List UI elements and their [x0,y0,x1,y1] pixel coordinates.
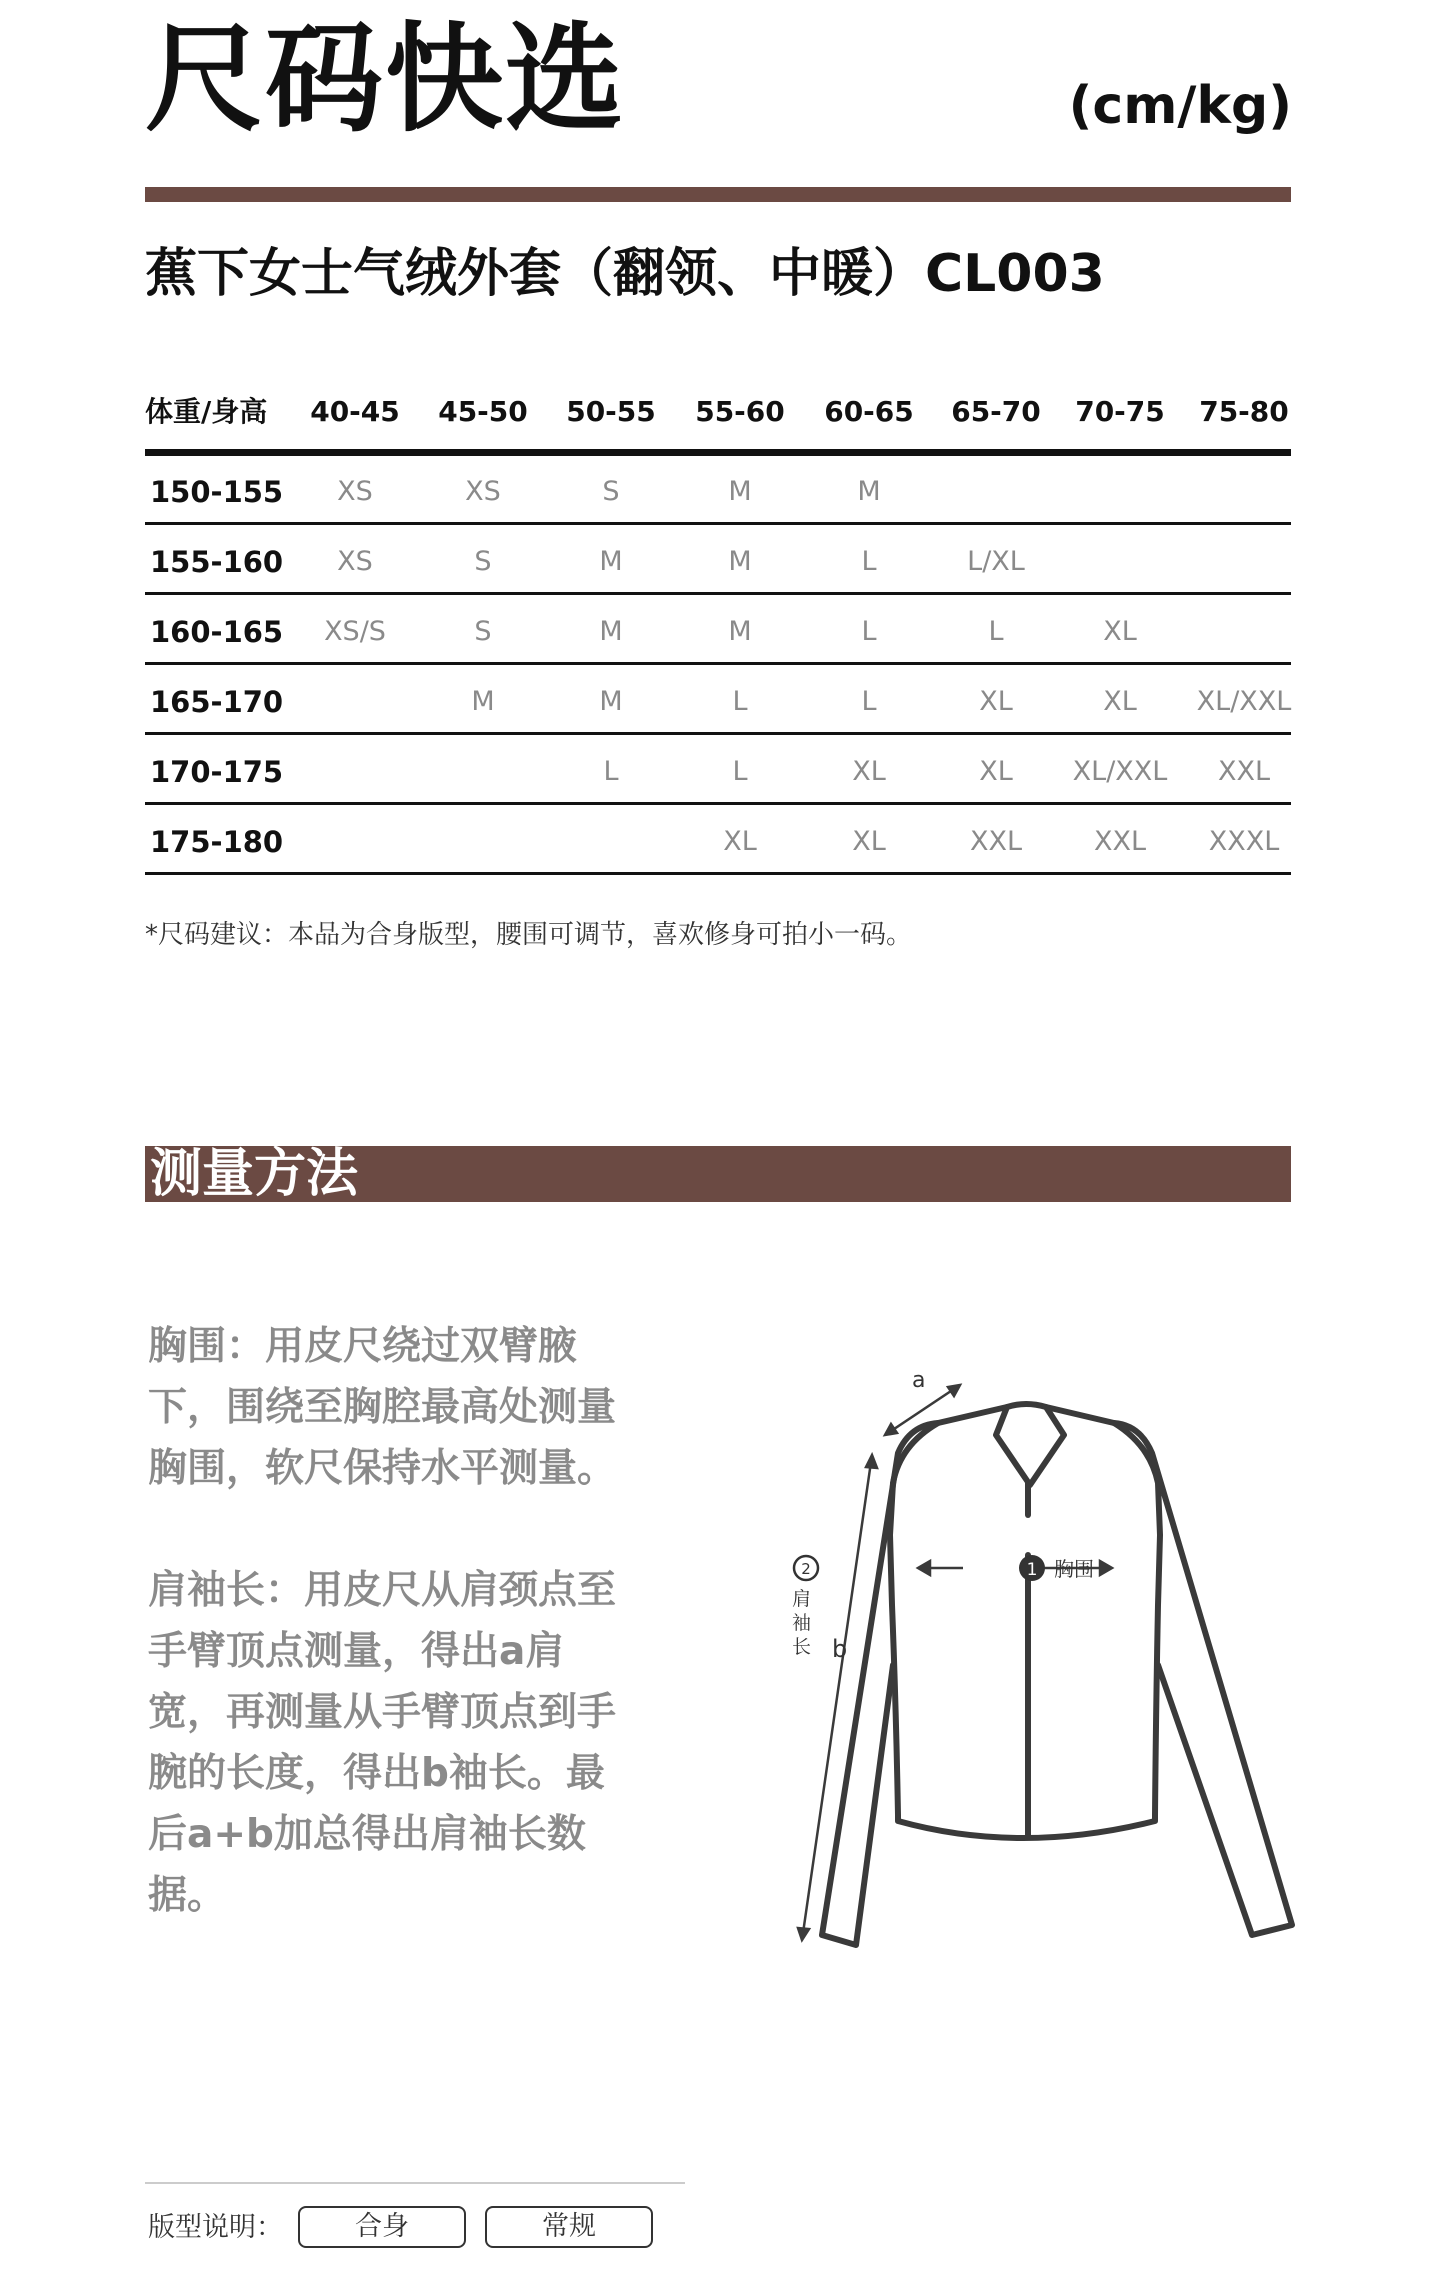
collar-outline [996,1404,1064,1485]
marker-2-number: 2 [801,1560,811,1578]
size-cell: XS [337,546,373,577]
sleeve-text: 肩袖长：用皮尺从肩颈点至手臂顶点测量，得出a肩宽，再测量从手臂顶点到手腕的长度，得出b袖长。最后a+b加总得出肩袖长数据。 [148,1568,617,1918]
size-cell: XL [979,686,1013,717]
size-cell: M [728,616,752,647]
row-label: 160-165 [150,615,284,649]
sleeve-diagram-label: 肩 [792,1588,812,1610]
size-cell: M [599,546,623,577]
column-header: 50-55 [566,395,656,428]
marker-1-number: 1 [1026,1560,1038,1580]
row-label: 150-155 [150,475,284,509]
size-cell: L [861,616,877,647]
size-cell: M [728,546,752,577]
row-label: 155-160 [150,545,284,579]
size-cell: XL [979,756,1013,787]
size-cell: XL [723,826,757,857]
row-divider [145,872,1291,875]
size-cell: XL/XXL [1072,756,1168,787]
column-header: 40-45 [310,395,400,428]
size-cell: XXXL [1208,826,1280,857]
size-cell: S [474,616,492,647]
size-cell: XL/XXL [1196,686,1292,717]
column-header: 70-75 [1075,395,1165,428]
row-label: 170-175 [150,755,284,789]
section-title: 测量方法 [150,1144,359,1204]
arrowhead [948,1385,960,1396]
column-header: 55-60 [695,395,785,428]
size-cell: S [602,476,620,507]
column-header: 75-80 [1199,395,1289,428]
right-sleeve-outline [1114,1423,1292,1935]
fit-option-regular[interactable]: 常规 [485,2206,653,2248]
chest-text: 胸围：用皮尺绕过双臂腋下，围绕至胸腔最高处测量胸围，软尺保持水平测量。 [148,1324,617,1491]
sleeve-diagram-label: 长 [792,1636,812,1658]
column-header: 65-70 [951,395,1041,428]
arrowhead [885,1424,897,1435]
size-cell: XS/S [324,616,386,647]
size-cell: XXL [1093,826,1147,857]
column-header: 45-50 [438,395,528,428]
arrowhead [798,1928,809,1940]
sleeve-diagram-label: 袖 [792,1612,812,1634]
size-cell: XXL [969,826,1023,857]
size-note: *尺码建议：本品为合身版型，腰围可调节，喜欢修身可拍小一码。 [145,920,913,950]
size-cell: L [732,686,748,717]
chest-diagram-label: 胸围 [1054,1557,1094,1581]
table-corner-label: 体重/身高 [145,395,268,428]
size-cell: XXL [1217,756,1271,787]
size-cell: L [988,616,1004,647]
label-a: a [912,1368,926,1393]
size-cell: XL [1103,616,1137,647]
row-divider [145,592,1291,595]
size-cell: XL [852,756,886,787]
size-cell: L [861,686,877,717]
size-cell: L [732,756,748,787]
row-label: 165-170 [150,685,284,719]
table-header-rule [145,449,1291,456]
chest-instructions [148,1316,638,1499]
fit-type-label: 版型说明： [148,2212,283,2243]
unit-label: (cm/kg) [1068,76,1292,136]
sleeve-instructions [148,1560,638,1926]
arrowhead [866,1455,877,1468]
title-divider [145,187,1291,202]
fit-option-fitted[interactable]: 合身 [298,2206,466,2248]
size-cell: M [599,686,623,717]
page-title: 尺码快选 [145,10,626,148]
product-name: 蕉下女士气绒外套（翻领、中暖）CL003 [145,244,1105,304]
footer-divider [145,2182,685,2184]
jacket-diagram [760,1365,1300,1965]
row-divider [145,802,1291,805]
label-b: b [832,1635,848,1663]
size-cell: XS [465,476,501,507]
column-header: 60-65 [824,395,914,428]
arrowhead [1100,1561,1112,1575]
size-cell: M [857,476,881,507]
size-cell: XS [337,476,373,507]
size-cell: L/XL [967,546,1025,577]
size-cell: XL [852,826,886,857]
row-divider [145,662,1291,665]
size-cell: L [603,756,619,787]
size-cell: S [474,546,492,577]
arrowhead [918,1561,930,1575]
size-cell: L [861,546,877,577]
size-cell: M [471,686,495,717]
size-cell: M [728,476,752,507]
size-cell: M [599,616,623,647]
row-divider [145,732,1291,735]
size-cell: XL [1103,686,1137,717]
row-label: 175-180 [150,825,284,859]
row-divider [145,522,1291,525]
